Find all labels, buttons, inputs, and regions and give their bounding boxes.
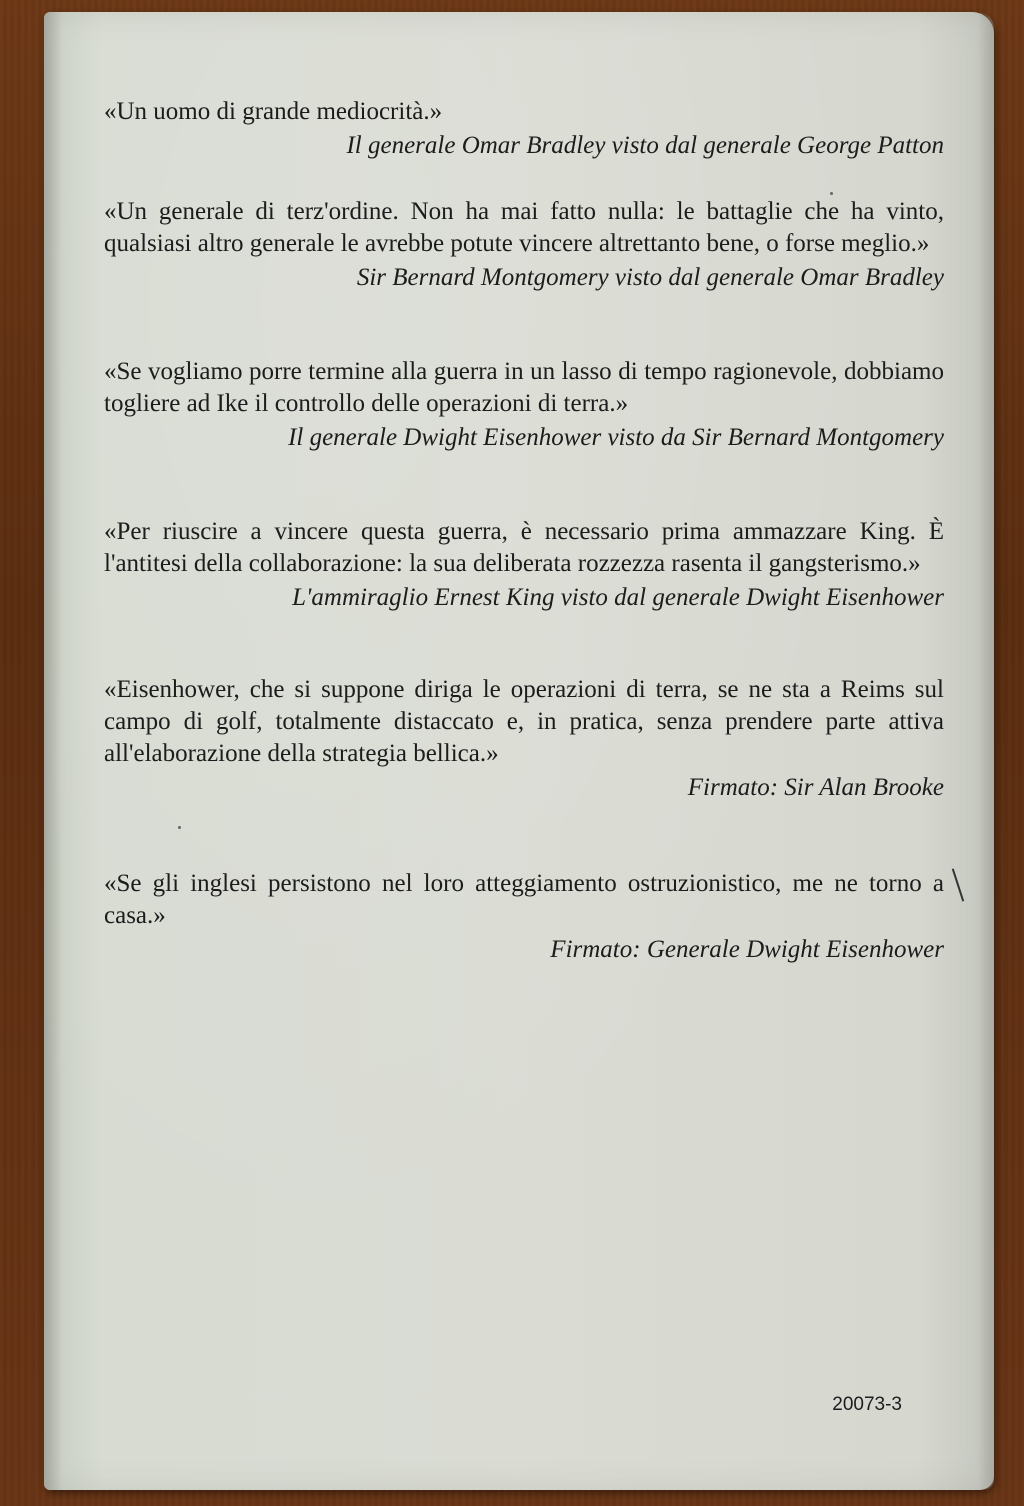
quote-text: «Se vogliamo porre termine alla guerra in un lasso di tempo ragionevole, dobbiamo togliere ad Ike il controllo delle operazioni di terra.» [104,358,944,417]
quote-block [104,868,944,966]
cover-speck [178,826,181,829]
quote-text: «Per riuscire a vincere questa guerra, è necessario prima ammazzare King. È l'antitesi della collaborazione: la sua deliberata rozzezza rasenta il gangsterismo.» [104,518,944,577]
quote-text: «Eisenhower, che si suppone diriga le operazioni di terra, se ne sta a Reims sul campo di golf, totalmente distaccato e, in pratica, senza prendere parte attiva all'elaborazione della strategia bellica.» [104,676,944,767]
quote-attribution: Il generale Dwight Eisenhower visto da Sir Bernard Montgomery [288,424,944,451]
quote-block [104,674,944,804]
quote-attribution: L'ammiraglio Ernest King visto dal generale Dwight Eisenhower [292,584,944,611]
catalog-code: 20073-3 [832,1394,902,1415]
quote-block [104,196,944,294]
quote-block [104,96,944,162]
quote-attribution: Firmato: Generale Dwight Eisenhower [550,936,944,963]
quote-text: «Un generale di terz'ordine. Non ha mai fatto nulla: le battaglie che ha vinto, qualsiasi altro generale le avrebbe potute vincere altrettanto bene, o forse meglio.» [104,198,944,257]
quote-block [104,516,944,614]
quote-text: «Un uomo di grande mediocrità.» [104,98,443,125]
cover-speck [830,192,833,195]
quote-attribution: Il generale Omar Bradley visto dal generale George Patton [346,132,944,159]
quote-block [104,356,944,454]
quote-attribution: Sir Bernard Montgomery visto dal generale Omar Bradley [356,264,944,291]
book-back-cover [44,12,994,1490]
cover-scratch-mark [952,869,964,902]
quote-text: «Se gli inglesi persistono nel loro atteggiamento ostruzionistico, me ne torno a casa.» [104,870,944,929]
quote-attribution: Firmato: Sir Alan Brooke [687,774,944,801]
